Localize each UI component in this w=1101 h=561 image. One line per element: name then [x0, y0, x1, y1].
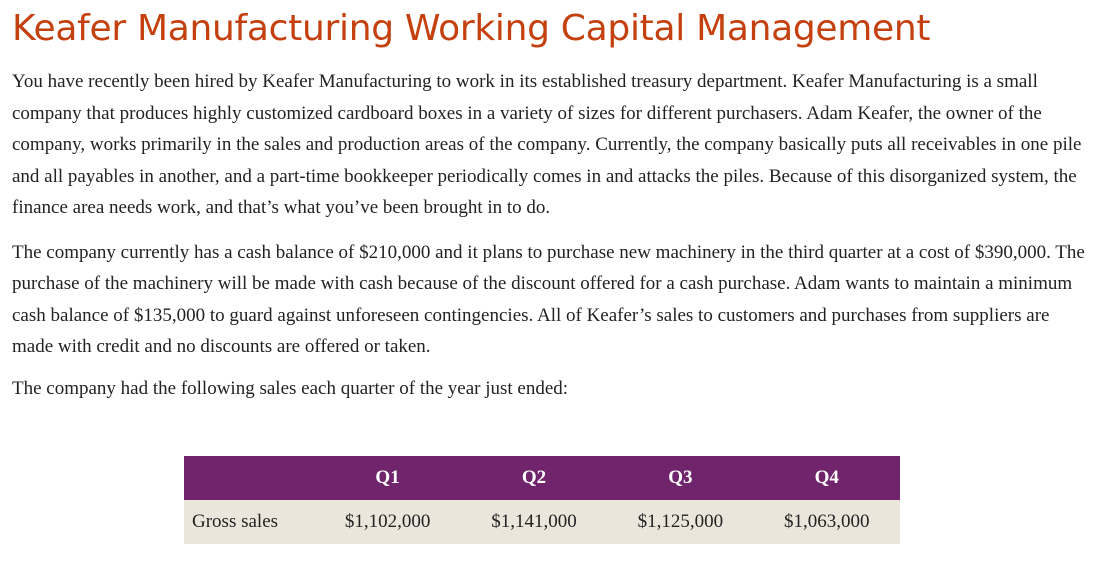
table-header-q4: Q4 [754, 456, 900, 500]
table-header-q3: Q3 [607, 456, 753, 500]
intro-paragraph: You have recently been hired by Keafer Manufacturing to work in its established treasury department. Keafer Manufacturing is a small company that produces highly customized cardboard boxes in a variety of sizes for different purchasers. Adam Keafer, the owner of the company, works primarily in the sales and production areas of the company. Currently, the company basically puts all receivables in one pile and all payables in another, and a part-time bookkeeper periodically comes in and attacks the piles. Because of this disorganized system, the finance area needs work, and that’s what you’ve been brought in to do. [12, 71, 1082, 218]
quarterly-sales-table [184, 456, 900, 544]
cell-q2-sales: $1,141,000 [461, 500, 607, 544]
cell-q3-sales: $1,125,000 [607, 500, 753, 544]
table-header-blank [184, 456, 314, 500]
cell-q1-sales: $1,102,000 [314, 500, 460, 544]
table-header-q2: Q2 [461, 456, 607, 500]
table-row [184, 500, 900, 544]
table-header-q1: Q1 [314, 456, 460, 500]
sales-intro-paragraph: The company had the following sales each quarter of the year just ended: [12, 377, 569, 399]
page-title: Keafer Manufacturing Working Capital Management [12, 8, 931, 49]
row-label-gross-sales: Gross sales [184, 500, 314, 544]
cell-q4-sales: $1,063,000 [754, 500, 900, 544]
cash-paragraph: The company currently has a cash balance of $210,000 and it plans to purchase new machinery in the third quarter at a cost of $390,000. The purchase of the machinery will be made with cash because of the discount offered for a cash purchase. Adam wants to maintain a minimum cash balance of $135,000 to guard against unforeseen contingencies. All of Keafer’s sales to customers and purchases from suppliers are made with credit and no discounts are offered or taken. [12, 241, 1085, 357]
table-header-row [184, 456, 900, 500]
